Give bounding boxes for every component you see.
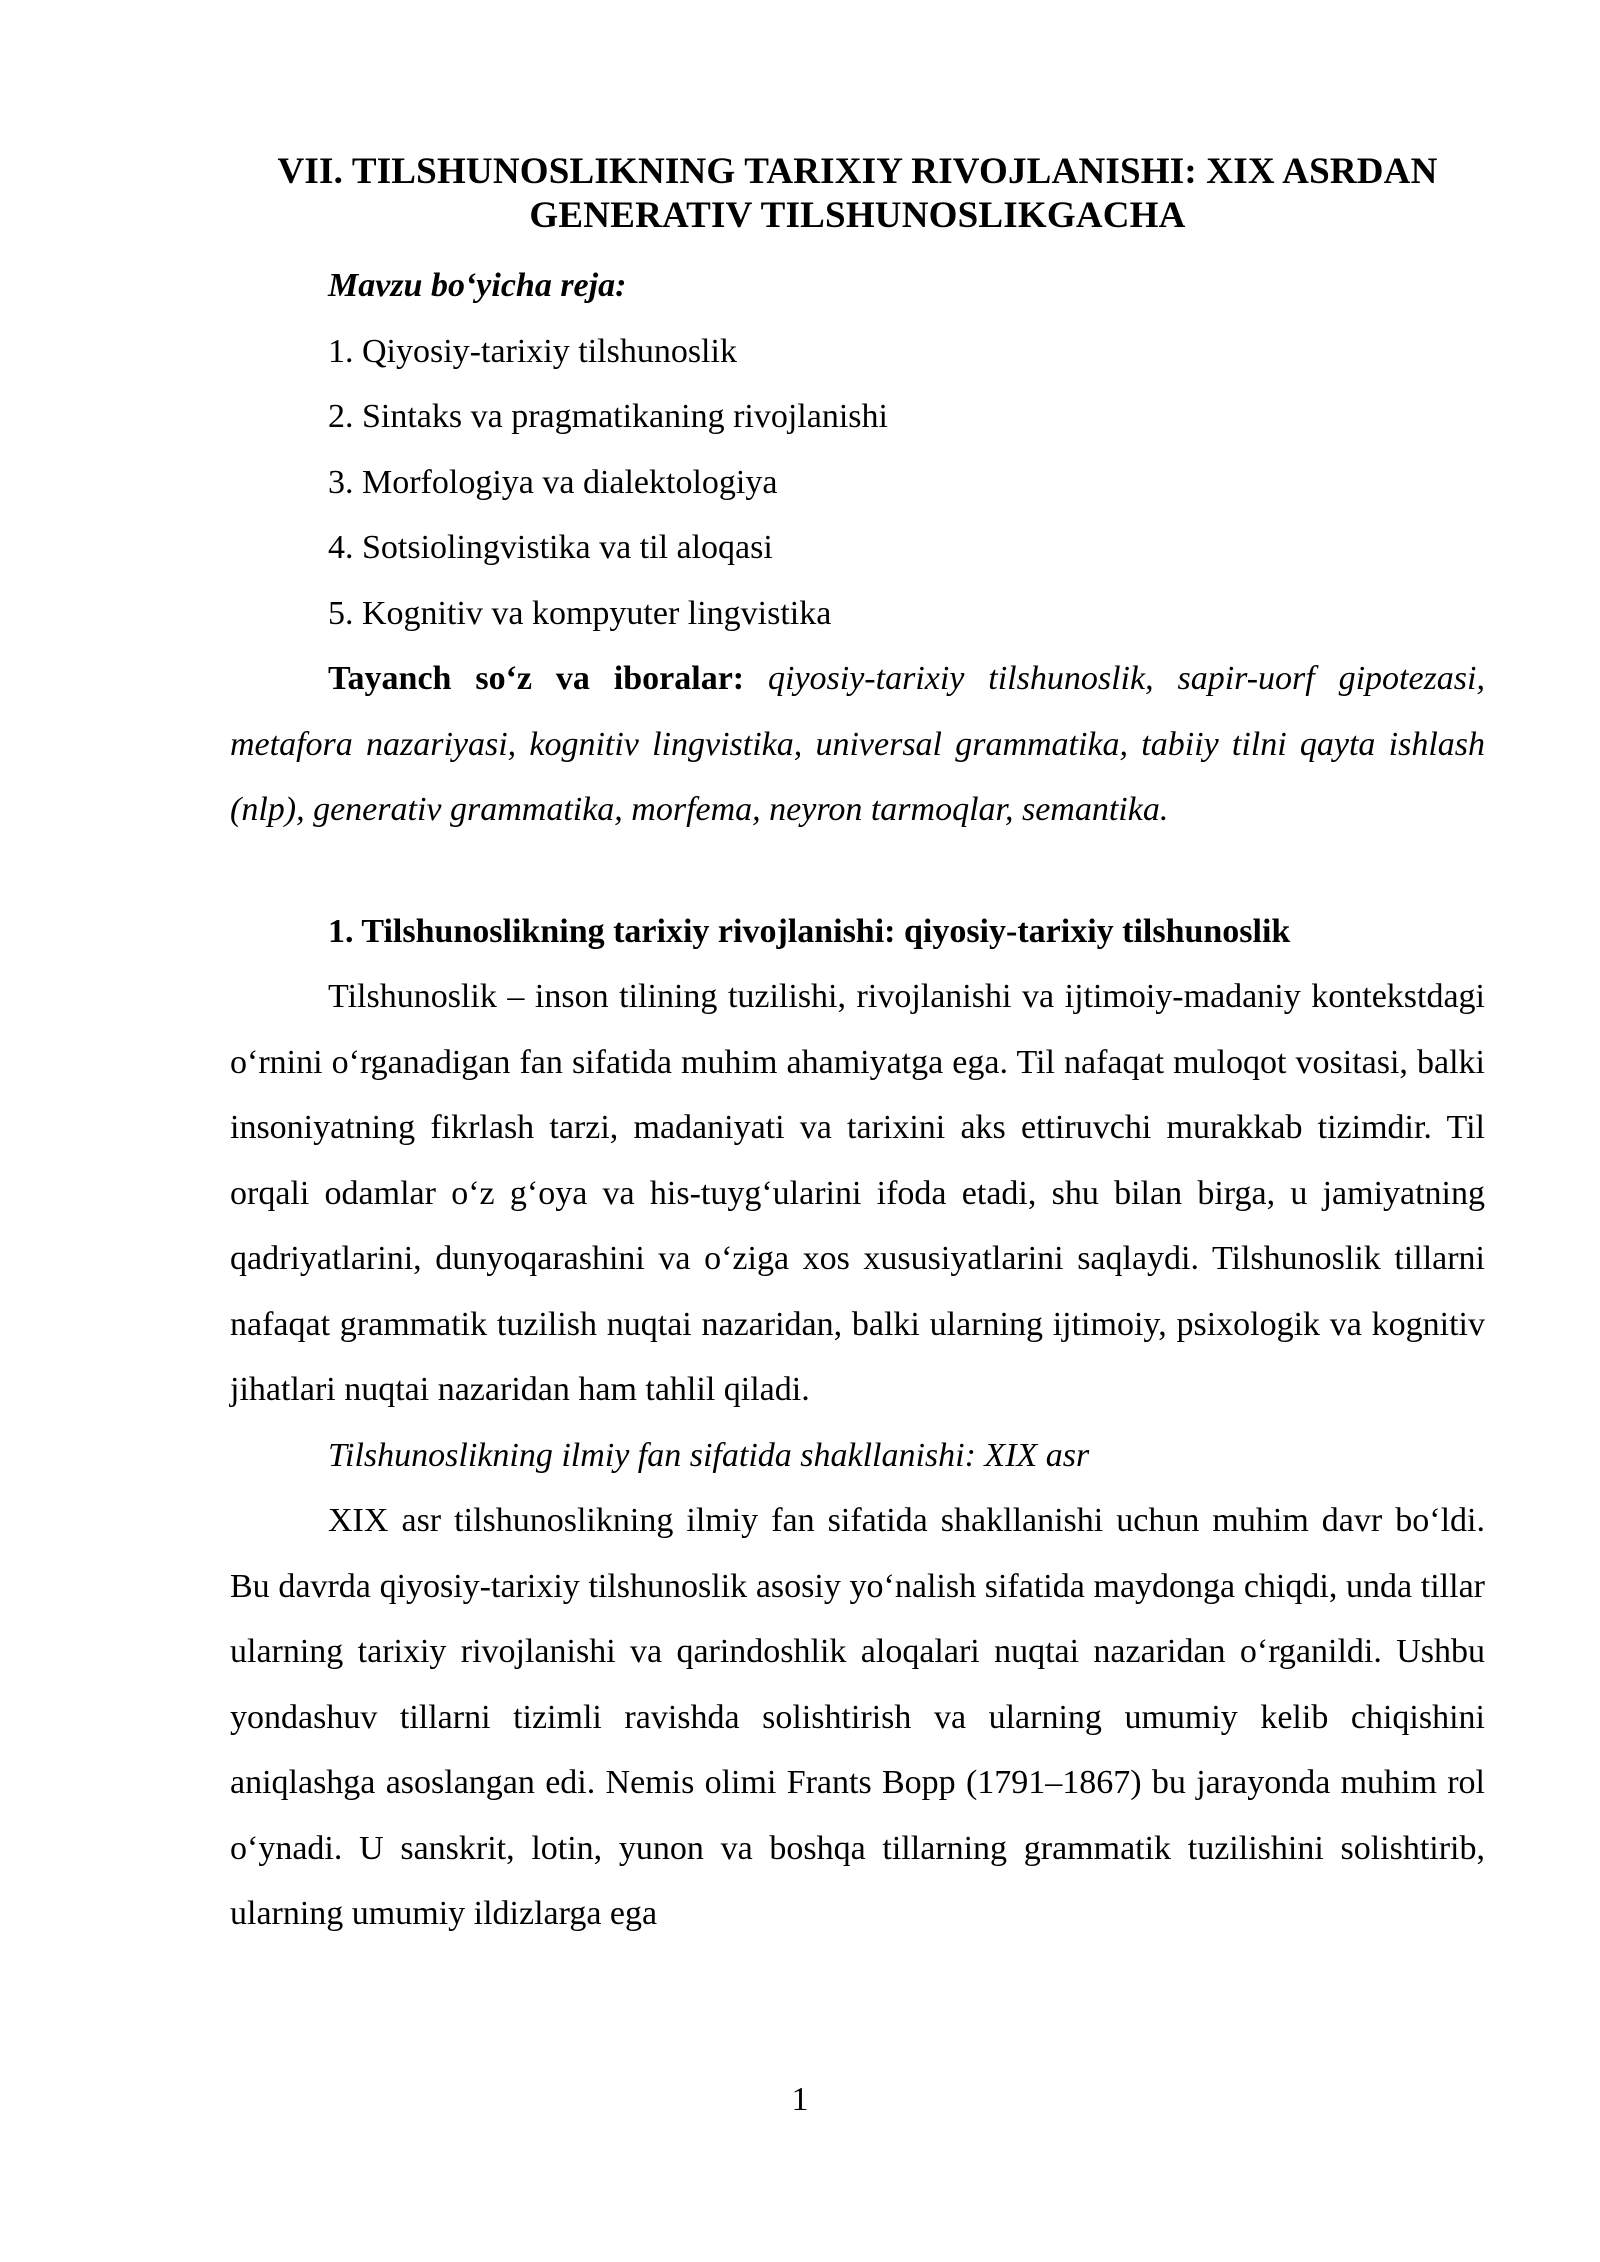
plan-heading: Mavzu bo‘yicha reja: — [328, 266, 627, 304]
chapter-title — [230, 150, 1485, 239]
plan-item: 5. Kognitiv va kompyuter lingvistika — [328, 594, 832, 632]
keywords-paragraph — [230, 646, 1485, 843]
chapter-title-line-1: VII. TILSHUNOSLIKNING TARIXIY RIVOJLANISHI: XIX ASRDAN — [277, 151, 1438, 192]
page-number: 1 — [791, 2081, 809, 2118]
keywords-text: qiyosiy-tarixiy tilshunoslik, sapir-uorf gipotezasi, metafora nazariyasi, kognitiv lingvistika, universal grammatika, tabiiy tilni qayta ishlash (nlp), generativ grammatika, morfema, neyron tarmoqlar, semantika. — [230, 660, 1485, 829]
body-paragraph-1: Tilshunoslik – inson tilining tuzilishi, rivojlanishi va ijtimoiy-madaniy kontekstdagi o‘rnini o‘rganadigan fan sifatida muhim ahamiyatga ega. Til nafaqat muloqot vositasi, balki insoniyatning fikrlash tarzi, madaniyati va tarixini aks ettiruvchi murakkab tizimdir. Til orqali odamlar o‘z g‘oya va his-tuyg‘ularini ifoda etadi, shu bilan birga, u jamiyatning qadriyatlarini, dunyoqarashini va o‘ziga xos xususiyatlarini saqlaydi. Tilshunoslik tillarni nafaqat grammatik tuzilish nuqtai nazaridan, balki ularning ijtimoiy, psixologik va kognitiv jihatlari nuqtai nazaridan ham tahlil qiladi. — [230, 978, 1485, 1409]
document-page — [230, 150, 1485, 1947]
plan-item: 4. Sotsiolingvistika va til aloqasi — [328, 529, 773, 567]
plan-item: 3. Morfologiya va dialektologiya — [328, 463, 778, 501]
subsection-heading: Tilshunoslikning ilmiy fan sifatida shakllanishi: XIX asr — [328, 1436, 1090, 1474]
chapter-title-line-2: GENERATIV TILSHUNOSLIKGACHA — [529, 195, 1186, 237]
plan-list — [230, 319, 1485, 647]
body-paragraph-2: XIX asr tilshunoslikning ilmiy fan sifatida shakllanishi uchun muhim davr bo‘ldi. Bu davrda qiyosiy-tarixiy tilshunoslik asosiy yo‘nalish sifatida maydonga chiqdi, unda tillar ularning tarixiy rivojlanishi va qarindoshlik aloqalari nuqtai nazaridan o‘rganildi. Ushbu yondashuv tillarni tizimli ravishda solishtirish va ularning umumiy kelib chiqishini aniqlashga asoslangan edi. Nemis olimi Frants Bopp (1791–1867) bu jarayonda muhim rol o‘ynadi. U sanskrit, lotin, yunon va boshqa tillarning grammatik tuzilishini solishtirib, ularning umumiy ildizlarga ega — [230, 1502, 1485, 1933]
plan-item: 2. Sintaks va pragmatikaning rivojlanishi — [328, 398, 888, 436]
keywords-label: Tayanch so‘z va iboralar: — [328, 660, 745, 698]
plan-item: 1. Qiyosiy-tarixiy tilshunoslik — [328, 332, 737, 370]
section-heading: 1. Tilshunoslikning tarixiy rivojlanishi: qiyosiy-tarixiy tilshunoslik — [328, 912, 1291, 950]
